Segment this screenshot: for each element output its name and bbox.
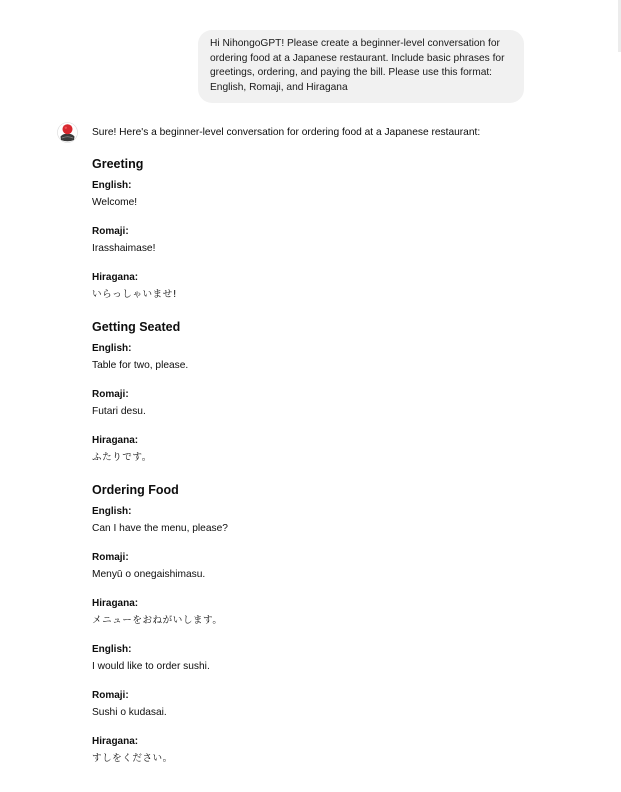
entry-value: ふたりです。 bbox=[92, 452, 152, 463]
entry-label: Romaji: bbox=[92, 690, 129, 701]
section-title: Greeting bbox=[92, 157, 144, 171]
entry-value: Menyū o onegaishimasu. bbox=[92, 569, 206, 580]
entry-value: I would like to order sushi. bbox=[92, 661, 210, 672]
entry-label: Hiragana: bbox=[92, 736, 139, 747]
entry bbox=[92, 342, 188, 373]
entry bbox=[92, 434, 152, 465]
entry-label: Romaji: bbox=[92, 389, 129, 400]
assistant-message-content bbox=[92, 126, 592, 764]
entry-value: すしをください。 bbox=[92, 753, 173, 764]
entry bbox=[92, 505, 228, 536]
section-ordering-food bbox=[92, 482, 572, 764]
entry bbox=[92, 179, 137, 210]
entry-label: English: bbox=[92, 506, 132, 517]
entry-value: メニューをおねがいします。 bbox=[92, 615, 223, 626]
entry-label: English: bbox=[92, 343, 132, 354]
assistant-intro: Sure! Here's a beginner-level conversation for ordering food at a Japanese restaurant: bbox=[92, 127, 481, 138]
entry-value: Irasshaimase! bbox=[92, 243, 156, 254]
entry-value: Futari desu. bbox=[92, 406, 146, 417]
entry-label: Hiragana: bbox=[92, 272, 139, 283]
section-getting-seated bbox=[92, 319, 572, 463]
entry bbox=[92, 551, 205, 582]
entry-label: English: bbox=[92, 180, 132, 191]
entry bbox=[92, 225, 155, 256]
entry-value: Welcome! bbox=[92, 197, 138, 208]
entry bbox=[92, 597, 222, 628]
section-title: Ordering Food bbox=[92, 483, 179, 497]
section-greeting bbox=[92, 156, 572, 300]
entry bbox=[92, 735, 173, 766]
entry-label: English: bbox=[92, 644, 132, 655]
entry-label: Romaji: bbox=[92, 226, 129, 237]
entry-value: いらっしゃいませ! bbox=[92, 289, 178, 300]
entry-label: Romaji: bbox=[92, 552, 129, 563]
entry bbox=[92, 689, 167, 720]
entry-label: Hiragana: bbox=[92, 435, 139, 446]
entry bbox=[92, 388, 146, 419]
user-message-bubble bbox=[198, 30, 524, 103]
entry-label: Hiragana: bbox=[92, 598, 139, 609]
user-message-text: Hi NihongoGPT! Please create a beginner-level conversation for ordering food at a Japanese restaurant. Include basic phrases for greetings, ordering, and paying the bill. Please use this format: English, Romaji, and Hiragana bbox=[210, 38, 505, 93]
entry-value: Table for two, please. bbox=[92, 360, 189, 371]
user-message-row bbox=[198, 30, 524, 103]
section-title: Getting Seated bbox=[92, 320, 181, 334]
entry bbox=[92, 643, 210, 674]
entry bbox=[92, 271, 177, 302]
japanese-avatar-icon bbox=[57, 122, 78, 143]
entry-value: Sushi o kudasai. bbox=[92, 707, 167, 718]
entry-value: Can I have the menu, please? bbox=[92, 523, 228, 534]
